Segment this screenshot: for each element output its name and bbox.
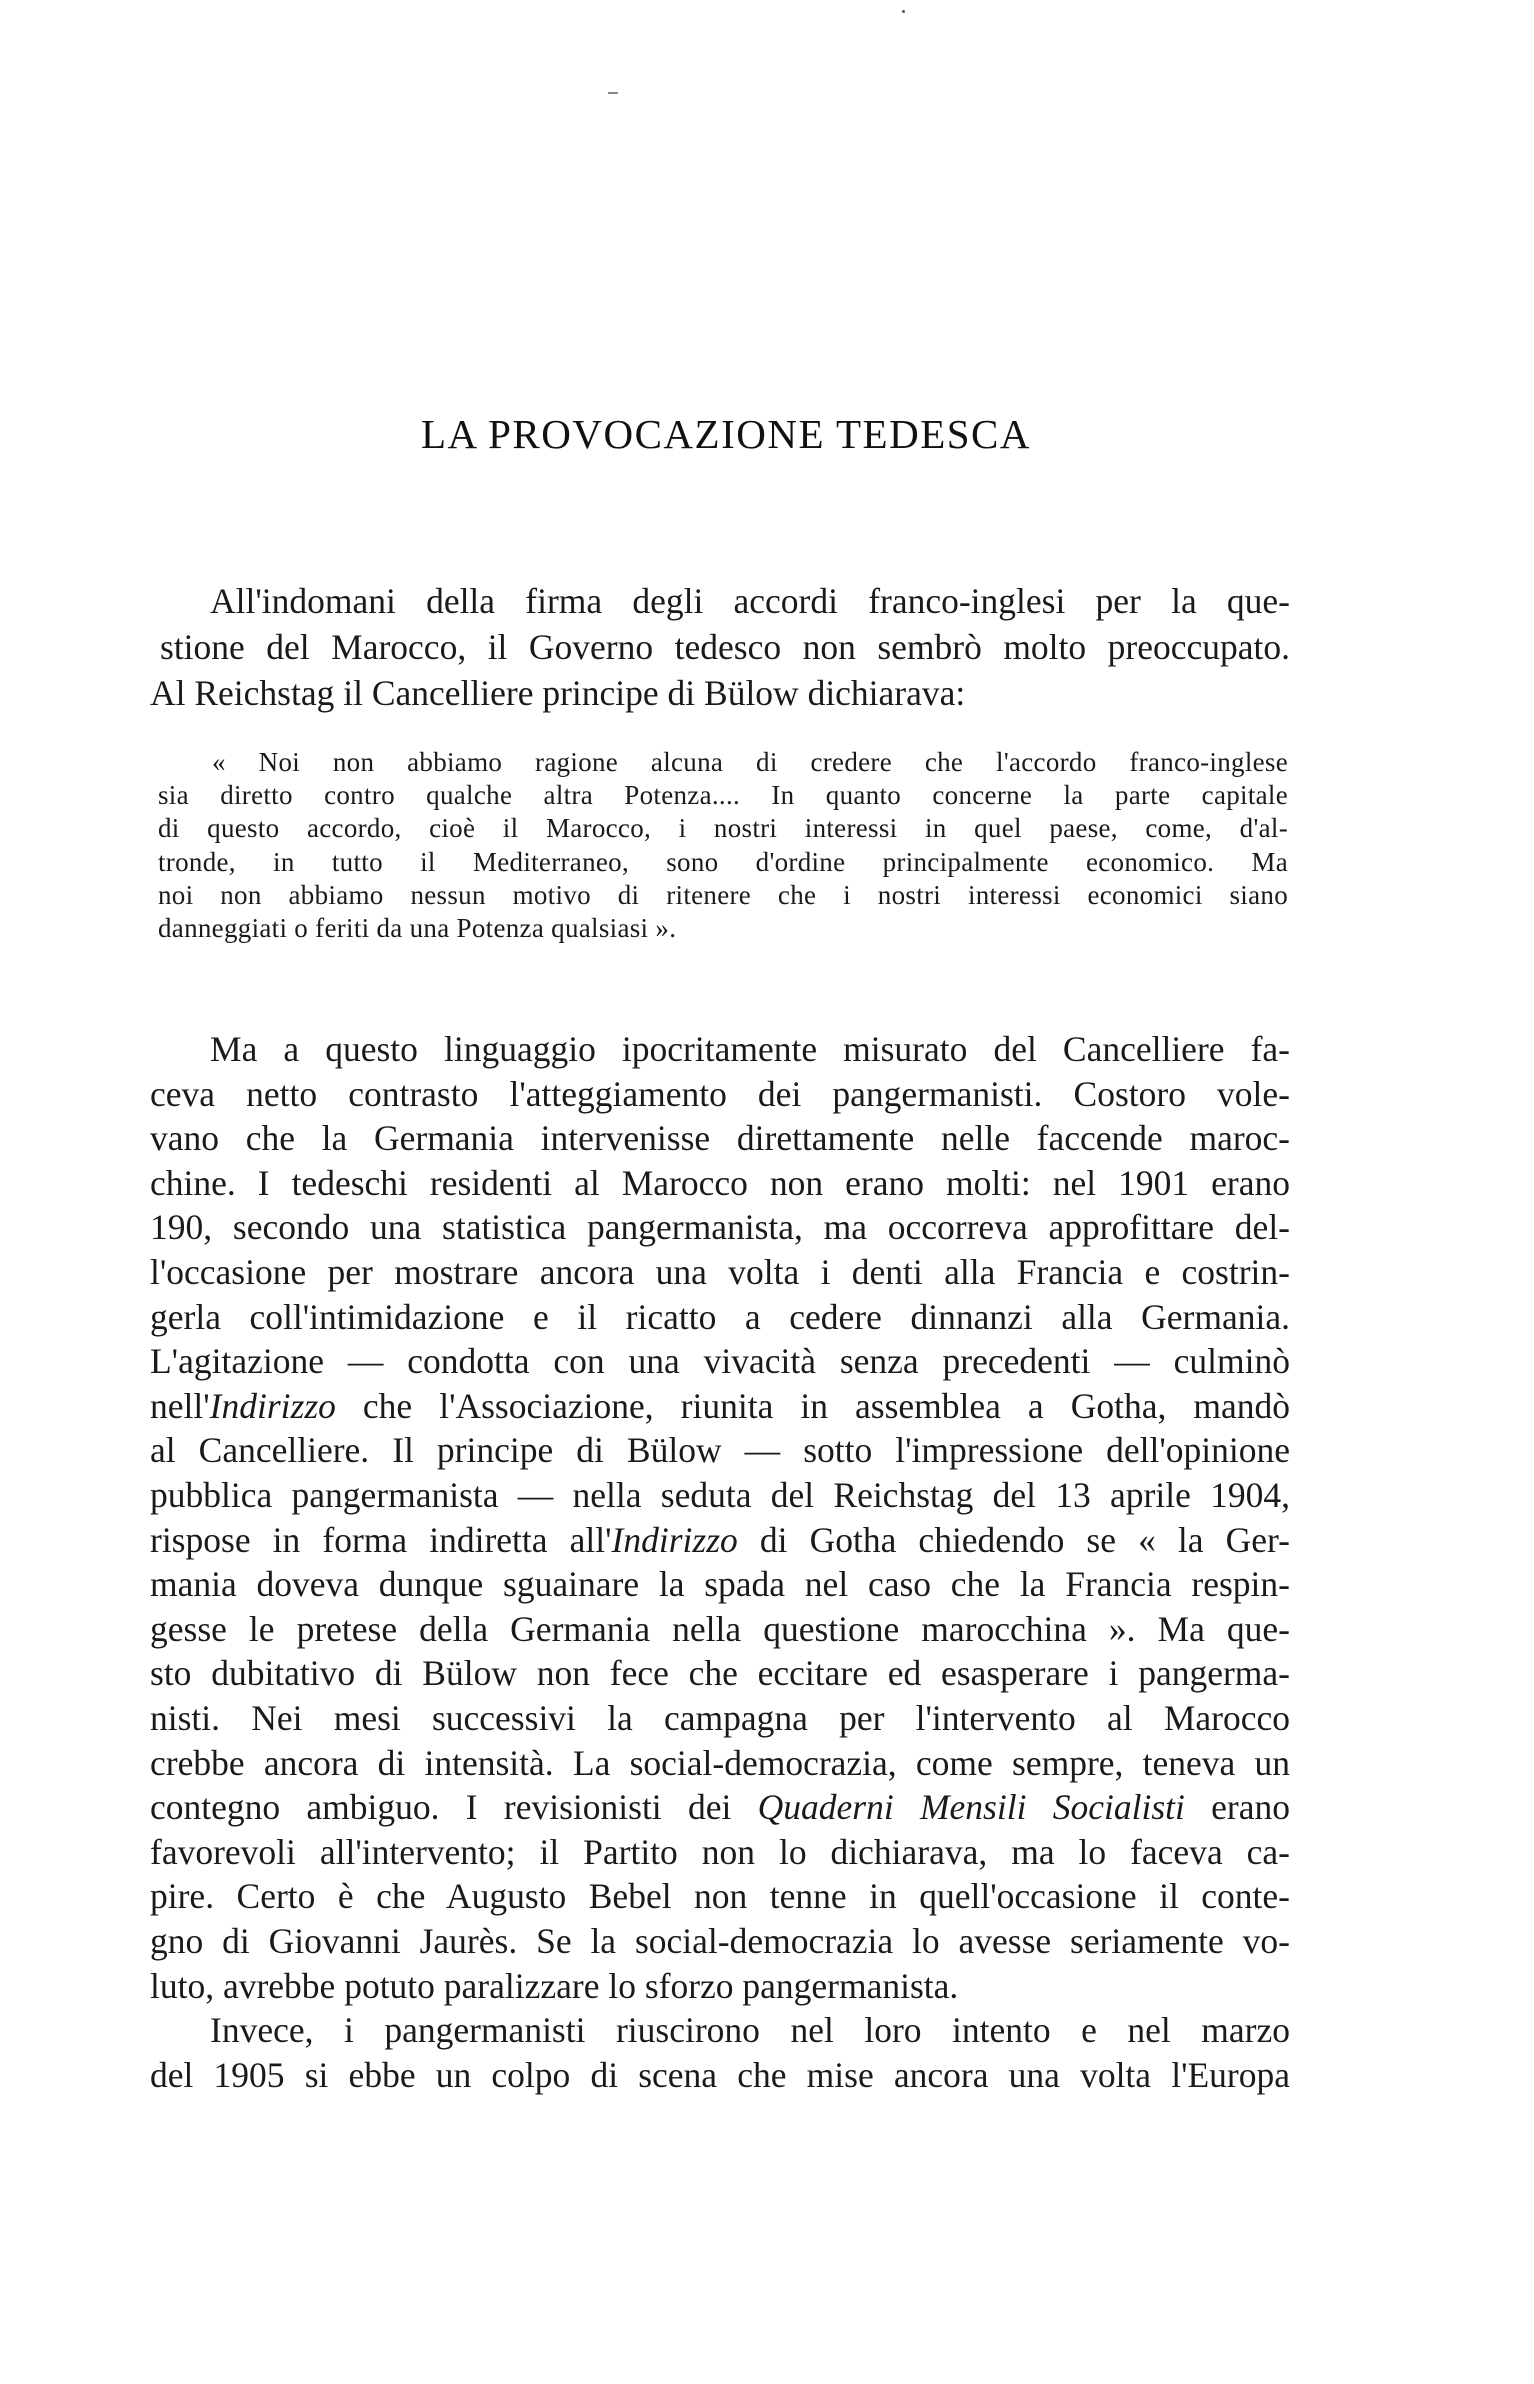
body-line: crebbe ancora di intensità. La social-democrazia, come sempre, teneva un [150,1742,1290,1783]
quote-line: di questo accordo, cioè il Marocco, i nostri interessi in quel paese, come, d'al- [158,813,1288,844]
intro-line: stione del Marocco, il Governo tedesco non sembrò molto preoccupato. [160,627,1290,667]
quote-line: noi non abbiamo nessun motivo di ritenere che i nostri interessi economici siano [158,879,1288,910]
body-text-run: contegno ambiguo. I revisionisti dei [150,1787,758,1828]
body-line: gno di Giovanni Jaurès. Se la social-democrazia lo avesse seriamente vo- [150,1921,1290,1961]
page-title: LA PROVOCAZIONE TEDESCA [420,411,1032,457]
quote-line: « Noi non abbiamo ragione alcuna di credere che l'accordo franco-inglese [212,747,1288,777]
body-text-run: erano [1184,1787,1290,1828]
quote-line: tronde, in tutto il Mediterraneo, sono d'ordine principalmente economico. Ma [158,846,1288,877]
body-line: pubblica pangermanista — nella seduta del Reichstag del 13 aprile 1904, [150,1475,1290,1515]
body-line [150,1385,1290,1429]
body-line: pire. Certo è che Augusto Bebel non tenne in quell'occasione il conte- [150,1876,1290,1917]
italic-title: Quaderni Mensili Socialisti [757,1787,1185,1828]
quote-line: danneggiati o feriti da una Potenza qualsiasi ». [158,913,677,943]
body-line: 190, secondo una statistica pangermanista, ma occorreva approfittare del- [150,1207,1290,1248]
italic-title: Indirizzo [209,1385,336,1426]
quote-line: sia diretto contro qualche altra Potenza.... In quanto concerne la parte capitale [158,780,1288,811]
scan-speck [902,10,905,13]
intro-line: Al Reichstag il Cancelliere principe di Bülow dichiarava: [150,673,966,713]
body-line [150,1786,1290,1830]
body-line: mania doveva dunque sguainare la spada nel caso che la Francia respin- [150,1564,1290,1605]
body-line [150,1519,1290,1563]
body-line: favorevoli all'intervento; il Partito non lo dichiarava, ma lo faceva ca- [150,1831,1290,1872]
italic-title: Indirizzo [611,1519,738,1560]
body-text-run: nell' [150,1385,210,1426]
body-line: gerla coll'intimidazione e il ricatto a cedere dinnanzi alla Germania. [150,1296,1290,1337]
body-line: del 1905 si ebbe un colpo di scena che mise ancora una volta l'Europa [150,2054,1290,2095]
body-line: l'occasione per mostrare ancora una volta i denti alla Francia e costrin- [150,1252,1290,1292]
body-line: nisti. Nei mesi successivi la campagna per l'intervento al Marocco [150,1698,1290,1738]
body-text-run: di Gotha chiedendo se « la Ger- [737,1519,1290,1560]
scan-mark [608,92,618,94]
body-line: chine. I tedeschi residenti al Marocco non erano molti: nel 1901 erano [150,1162,1290,1203]
body-line: al Cancelliere. Il principe di Bülow — sotto l'impressione dell'opinione [150,1430,1290,1471]
body-line: Invece, i pangermanisti riuscirono nel loro intento e nel marzo [210,2010,1290,2051]
body-line: Ma a questo linguaggio ipocritamente misurato del Cancelliere fa- [210,1029,1290,1069]
body-line: vano che la Germania intervenisse direttamente nelle faccende maroc- [150,1118,1290,1159]
body-line: ceva netto contrasto l'atteggiamento dei pangermanisti. Costoro vole- [150,1073,1290,1114]
body-line: sto dubitativo di Bülow non fece che eccitare ed esasperare i pangerma- [150,1653,1290,1694]
body-text-run: rispose in forma indiretta all' [150,1519,612,1560]
body-text-run: che l'Associazione, riunita in assemblea a Gotha, mandò [335,1385,1290,1426]
body-line: L'agitazione — condotta con una vivacità senza precedenti — culminò [150,1341,1290,1382]
body-line: luto, avrebbe potuto paralizzare lo sforzo pangermanista. [150,1965,959,2006]
body-line: gesse le pretese della Germania nella questione marocchina ». Ma que- [150,1608,1290,1649]
intro-line: All'indomani della firma degli accordi franco-inglesi per la que- [210,581,1290,621]
